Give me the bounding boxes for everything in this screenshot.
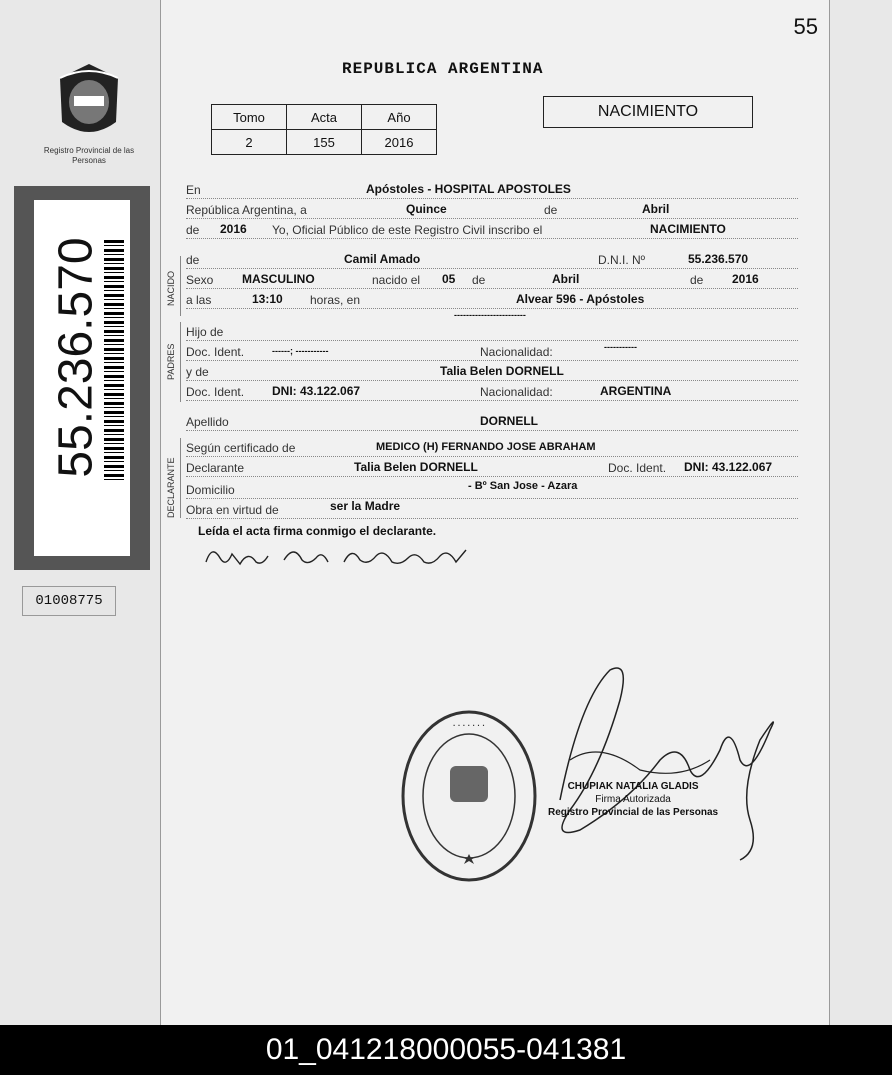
acta-value: 155 xyxy=(287,130,362,155)
tomo-header: Tomo xyxy=(212,105,287,130)
madre-doc-value: DNI: 43.122.067 xyxy=(272,384,361,398)
mes-nac-value: Abril xyxy=(552,272,580,286)
dia-value: Quince xyxy=(406,202,447,216)
madre-nac-value: ARGENTINA xyxy=(600,384,672,398)
sexo-value: MASCULINO xyxy=(242,272,315,286)
lugar-value: Apóstoles - HOSPITAL APOSTOLES xyxy=(366,182,571,196)
row-lugar: En Apóstoles - HOSPITAL APOSTOLES xyxy=(186,180,798,199)
tipo-inscripcion: NACIMIENTO xyxy=(650,222,726,236)
anio-value: 2016 xyxy=(362,130,437,155)
oficial-nombre: CHUPIAK NATALIA GLADIS xyxy=(567,781,699,792)
declarante-value: Talia Belen DORNELL xyxy=(354,460,478,474)
dashes-line: ------------------------ xyxy=(454,310,526,320)
tomo-value: 2 xyxy=(212,130,287,155)
row-nombre: de Camil Amado D.N.I. Nº 55.236.570 xyxy=(186,250,798,269)
oficial-cargo: Firma Autorizada xyxy=(595,794,671,805)
row-padre-doc: Doc. Ident. ------; ----------- Nacionalidad: ----------- xyxy=(186,342,798,361)
page-number: 55 xyxy=(793,14,818,39)
row-sexo: Sexo MASCULINO nacido el 05 de Abril de 2016 xyxy=(186,270,798,289)
padre-nac-value: ----------- xyxy=(604,342,637,352)
row-madre: y de Talia Belen DORNELL xyxy=(186,362,798,381)
row-obra: Obra en virtud de ser la Madre xyxy=(186,500,798,519)
svg-text:· · · · · · ·: · · · · · · · xyxy=(453,721,485,730)
row-anio: de 2016 Yo, Oficial Público de este Registro Civil inscribo el NACIMIENTO xyxy=(186,220,798,239)
mes-value: Abril xyxy=(642,202,670,216)
anio-nac-value: 2016 xyxy=(732,272,759,286)
apellido-value: DORNELL xyxy=(480,414,538,428)
declarante-signature xyxy=(204,540,474,570)
side-label-declarante: DECLARANTE xyxy=(166,457,176,518)
dni-vertical: 55.236.570 xyxy=(49,237,103,478)
oficial-firma-block xyxy=(548,780,718,819)
barcode-panel xyxy=(14,186,150,570)
tomo-acta-table xyxy=(211,104,437,155)
row-hora: a las 13:10 horas, en Alvear 596 - Apóstoles xyxy=(186,290,798,309)
anio-value: 2016 xyxy=(220,222,247,236)
registro-provincial-label: Registro Provincial de las Personas xyxy=(43,146,135,165)
oficial-registro: Registro Provincial de las Personas xyxy=(548,807,719,818)
leida-acta-text: Leída el acta firma conmigo el declarante. xyxy=(198,524,437,538)
row-declarante: Declarante Talia Belen DORNELL Doc. Ident. DNI: 43.122.067 xyxy=(186,458,798,477)
row-fecha: República Argentina, a Quince de Abril xyxy=(186,200,798,219)
anio-header: Año xyxy=(362,105,437,130)
acta-header: Acta xyxy=(287,105,362,130)
row-apellido: Apellido DORNELL xyxy=(186,412,798,431)
official-seal-icon xyxy=(398,708,540,884)
certificado-value: MEDICO (H) FERNANDO JOSE ABRAHAM xyxy=(376,441,596,453)
side-label-nacido: NACIDO xyxy=(166,270,176,306)
tipo-acta-box: NACIMIENTO xyxy=(543,96,753,128)
barcode-icon xyxy=(104,240,124,480)
domicilio-nac-value: Alvear 596 - Apóstoles xyxy=(516,292,645,306)
oficial-signature xyxy=(540,660,790,870)
madre-value: Talia Belen DORNELL xyxy=(440,364,564,378)
dia-nac-value: 05 xyxy=(442,272,456,286)
hora-value: 13:10 xyxy=(252,292,283,306)
row-madre-doc: Doc. Ident. DNI: 43.122.067 Nacionalidad: ARGENTINA xyxy=(186,382,798,401)
row-hijo-de: Hijo de xyxy=(186,322,798,341)
side-label-padres: PADRES xyxy=(166,343,176,380)
row-certificado: Según certificado de MEDICO (H) FERNANDO JOSE ABRAHAM xyxy=(186,438,798,457)
footer-code: 01_041218000055-041381 xyxy=(0,1025,892,1075)
nombre-value: Camil Amado xyxy=(344,252,421,266)
provincial-emblem-icon xyxy=(52,60,126,144)
serial-number: 01008775 xyxy=(22,586,116,616)
padre-doc-value: ------; ----------- xyxy=(272,346,329,356)
obra-value: ser la Madre xyxy=(330,499,401,513)
domicilio-value: - Bº San Jose - Azara xyxy=(468,480,578,492)
row-domicilio: Domicilio - Bº San Jose - Azara xyxy=(186,480,798,499)
dni-value: 55.236.570 xyxy=(688,252,749,266)
document-title: REPUBLICA ARGENTINA xyxy=(342,60,544,78)
declarante-doc-value: DNI: 43.122.067 xyxy=(684,460,773,474)
